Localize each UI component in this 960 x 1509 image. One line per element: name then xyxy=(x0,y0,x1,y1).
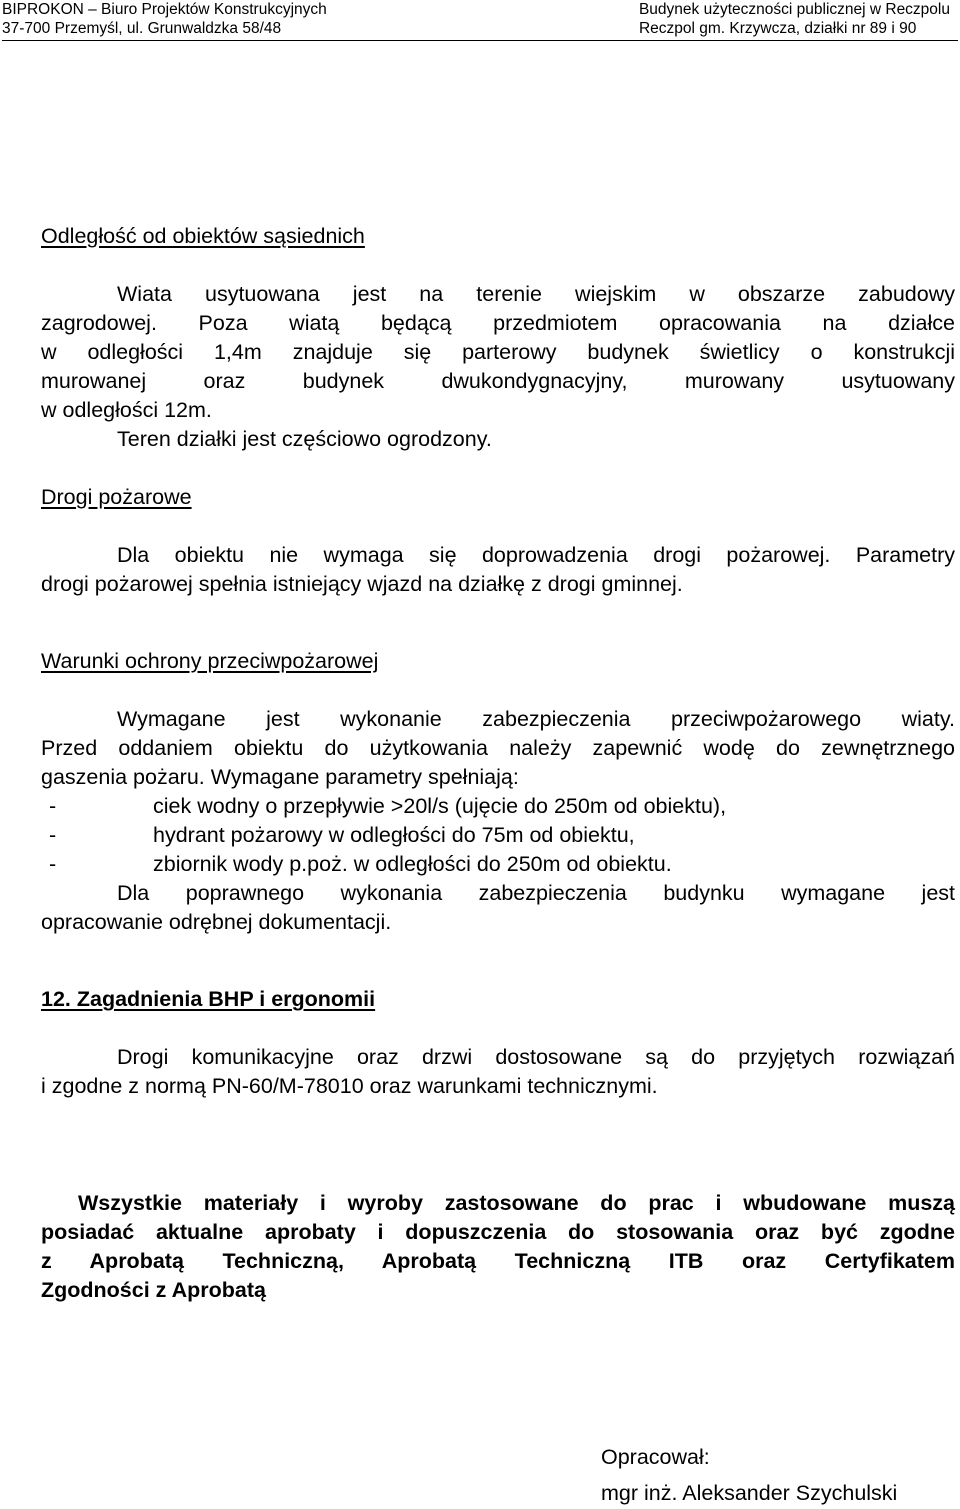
list-item: - zbiornik wody p.poż. w odległości do 250m od obiektu. xyxy=(49,852,672,876)
paragraph-line: w odległości 1,4m znajduje się parterowy budynek świetlicy o konstrukcji xyxy=(41,340,955,364)
paragraph-line: Drogi komunikacyjne oraz drzwi dostosowane są do przyjętych rozwiązań xyxy=(117,1045,955,1069)
company-address: 37-700 Przemyśl, ul. Grunwaldzka 58/48 xyxy=(2,20,282,37)
header-left xyxy=(2,0,327,38)
paragraph-line: i zgodne z normą PN-60/M-78010 oraz warunkami technicznymi. xyxy=(41,1074,658,1098)
paragraph-line: Wiata usytuowana jest na terenie wiejskim w obszarze zabudowy xyxy=(117,282,955,306)
paragraph-line: opracowanie odrębnej dokumentacji. xyxy=(41,910,392,934)
notice-line: Wszystkie materiały i wyroby zastosowane do prac i wbudowane muszą xyxy=(78,1191,955,1215)
fence-note: Teren działki jest częściowo ogrodzony. xyxy=(117,427,492,451)
notice-line: z Aprobatą Techniczną, Aprobatą Techniczną ITB oraz Certyfikatem xyxy=(41,1249,955,1273)
signature-label: Opracował: xyxy=(601,1444,710,1469)
paragraph-line: gaszenia pożaru. Wymagane parametry spełniają: xyxy=(41,765,519,789)
section-heading-fire-roads: Drogi pożarowe xyxy=(41,485,192,509)
project-location: Reczpol gm. Krzywcza, działki nr 89 i 90 xyxy=(638,20,917,37)
notice-line: Zgodności z Aprobatą xyxy=(41,1278,266,1302)
section-heading-fire-protection: Warunki ochrony przeciwpożarowej xyxy=(41,649,379,673)
section-heading-bhp: 12. Zagadnienia BHP i ergonomii xyxy=(41,987,376,1011)
paragraph-line: Dla poprawnego wykonania zabezpieczenia budynku wymagane jest xyxy=(117,881,955,905)
header-right xyxy=(639,0,950,38)
list-item: - hydrant pożarowy w odległości do 75m od obiektu, xyxy=(49,823,635,847)
company-name: BIPROKON – Biuro Projektów Konstrukcyjnych xyxy=(2,1,327,18)
paragraph-line: w odległości 12m. xyxy=(41,398,212,422)
paragraph-line: Dla obiektu nie wymaga się doprowadzenia drogi pożarowej. Parametry xyxy=(117,543,955,567)
paragraph-line: murowanej oraz budynek dwukondygnacyjny, murowany usytuowany xyxy=(41,369,955,393)
notice-line: posiadać aktualne aprobaty i dopuszczenia do stosowania oraz być zgodne xyxy=(41,1220,955,1244)
list-item: - ciek wodny o przepływie >20l/s (ujęcie do 250m od obiektu), xyxy=(49,794,727,818)
section-heading-distance: Odległość od obiektów sąsiednich xyxy=(41,224,365,248)
paragraph-line: zagrodowej. Poza wiatą będącą przedmiotem opracowania na działce xyxy=(41,311,955,335)
signature-name: mgr inż. Aleksander Szychulski xyxy=(601,1481,898,1505)
page-header xyxy=(2,0,958,41)
paragraph-line: Wymagane jest wykonanie zabezpieczenia przeciwpożarowego wiaty. xyxy=(117,707,955,731)
project-title: Budynek użyteczności publicznej w Reczpolu xyxy=(638,1,950,18)
paragraph-line: Przed oddaniem obiektu do użytkowania należy zapewnić wodę do zewnętrznego xyxy=(41,736,955,760)
paragraph-line: drogi pożarowej spełnia istniejący wjazd na działkę z drogi gminnej. xyxy=(41,572,683,596)
